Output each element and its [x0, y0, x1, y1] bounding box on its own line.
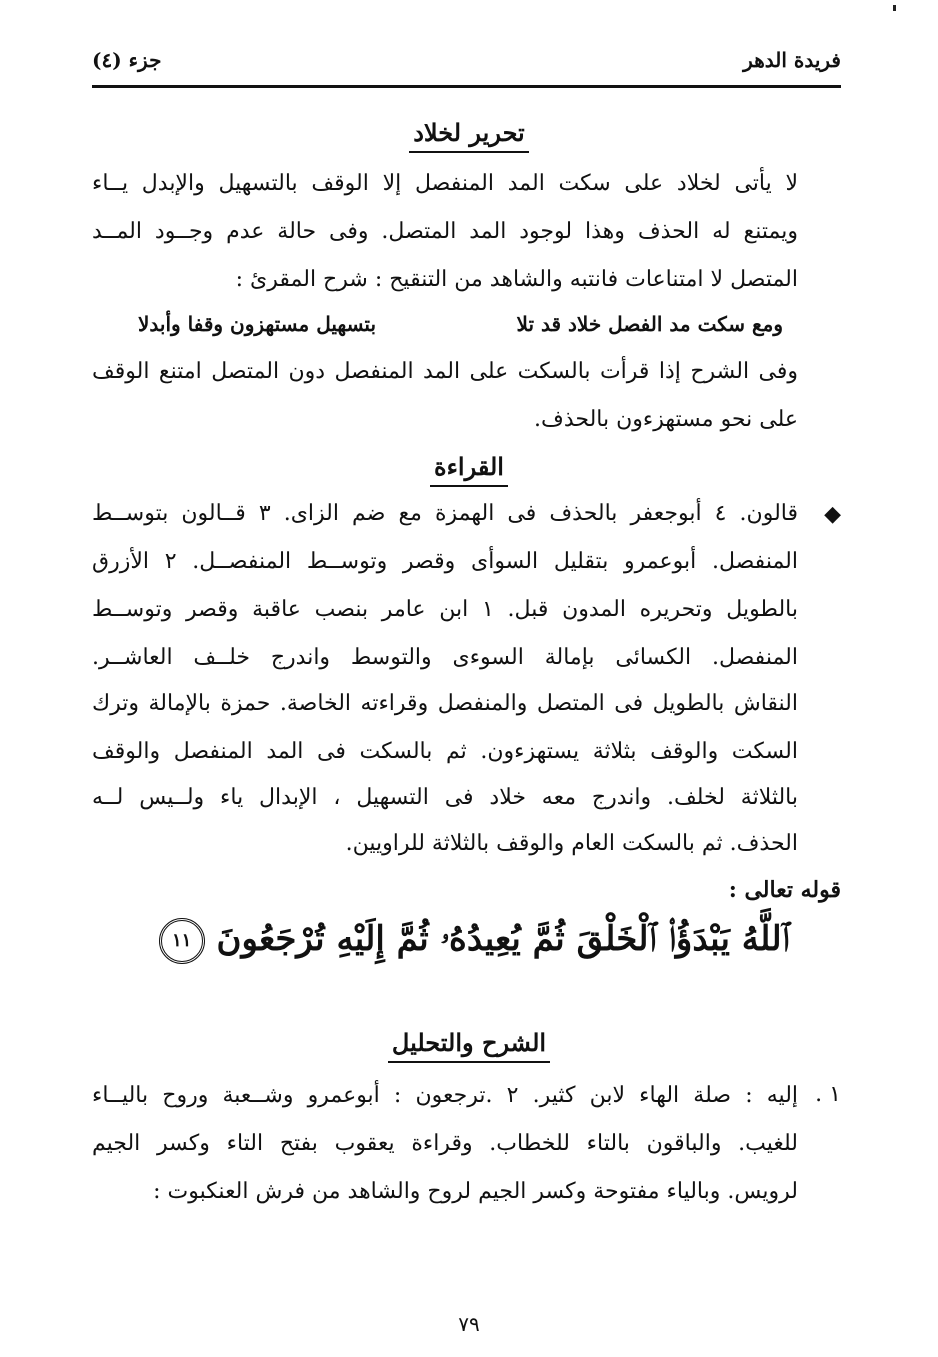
paragraph-line: المنفصل. الكسائى بإمالة السوءى والتوسط واندرج خلــف العاشــر. — [92, 645, 798, 670]
verse-intro-label: قوله تعالى : — [728, 877, 841, 903]
ayah-number-marker: ١١ — [159, 918, 205, 964]
paragraph-line: المتصل لا امتناعات فانتبه والشاهد من التنقيح : شرح المقرئ : — [235, 267, 798, 292]
section-heading-sharh: الشرح والتحليل — [0, 1028, 938, 1063]
paragraph-line: لا يأتى لخلاد على سكت المد المنفصل إلا الوقف بالتسهيل والإبدل يــاء — [92, 171, 798, 196]
section-heading-qiraah: القراءة — [0, 452, 938, 487]
item-number: ١ . — [815, 1082, 841, 1107]
scan-speck — [893, 5, 896, 11]
poem-hemistich-left: بتسهيل مستهزون وقفا وأبدلا — [138, 312, 377, 336]
paragraph-line: النقاش بالطويل فى المتصل والمنفصل وقراءته الخاصة. حمزة بالإمالة وترك — [92, 691, 798, 716]
paragraph-line: الحذف. ثم بالسكت العام والوقف بالثلاثة للراويين. — [345, 831, 798, 856]
paragraph-line: بالثلاثة لخلف. واندرج معه خلاد فى التسهيل ، الإبدال ياء ولــيس لــه — [92, 785, 798, 810]
paragraph-line: السكت والوقف بثلاثة يستهزءون. ثم بالسكت فى المد المنفصل والوقف — [92, 739, 798, 764]
part-label: جزء (٤) — [92, 48, 162, 72]
running-title: فريدة الدهر — [743, 48, 841, 72]
poem-hemistich-right: ومع سكت مد الفصل خلاد قد تلا — [516, 312, 783, 336]
paragraph-line: وفى الشرح إذا قرأت بالسكت على المد المنفصل دون المتصل امتنع الوقف — [92, 359, 798, 384]
paragraph-line: قالون. ٤ أبوجعفر بالحذف فى الهمزة مع ضم الزاى. ٣ قــالون بتوســط — [92, 501, 798, 526]
paragraph-line: لرويس. وبالياء مفتوحة وكسر الجيم لروح والشاهد من فرش العنكبوت : — [153, 1179, 798, 1204]
diamond-bullet-icon: ◆ — [824, 502, 841, 527]
paragraph-line: ويمتنع له الحذف وهذا لوجود المد المتصل. وفى حالة عدم وجــود المــد — [92, 219, 798, 244]
section-heading-tahrir: تحرير لخلاد — [0, 118, 938, 153]
page-number: ٧٩ — [458, 1312, 480, 1336]
quran-verse-text: ٱللَّهُ يَبْدَؤُا۟ ٱلْخَلْقَ ثُمَّ يُعِيدُهُۥ ثُمَّ إِلَيْهِ تُرْجَعُونَ — [216, 919, 790, 959]
paragraph-line: للغيب. والباقون بالتاء للخطاب. وقراءة يعقوب بفتح التاء وكسر الجيم — [92, 1131, 798, 1156]
paragraph-line: بالطويل وتحريره المدون قبل. ١ ابن عامر بنصب عاقبة وقصر وتوســط — [92, 597, 799, 622]
header-rule — [92, 85, 841, 88]
paragraph-line: على نحو مستهزءون بالحذف. — [534, 407, 798, 432]
quran-verse — [0, 918, 938, 964]
paragraph-line: إليه : صلة الهاء لابن كثير. ٢ .ترجعون : أبوعمرو وشــعبة وروح باليــاء — [92, 1083, 799, 1108]
paragraph-line: المنفصل. أبوعمرو بتقليل السوأى وقصر وتوســط المنفصــل. ٢ الأزرق — [92, 549, 798, 574]
